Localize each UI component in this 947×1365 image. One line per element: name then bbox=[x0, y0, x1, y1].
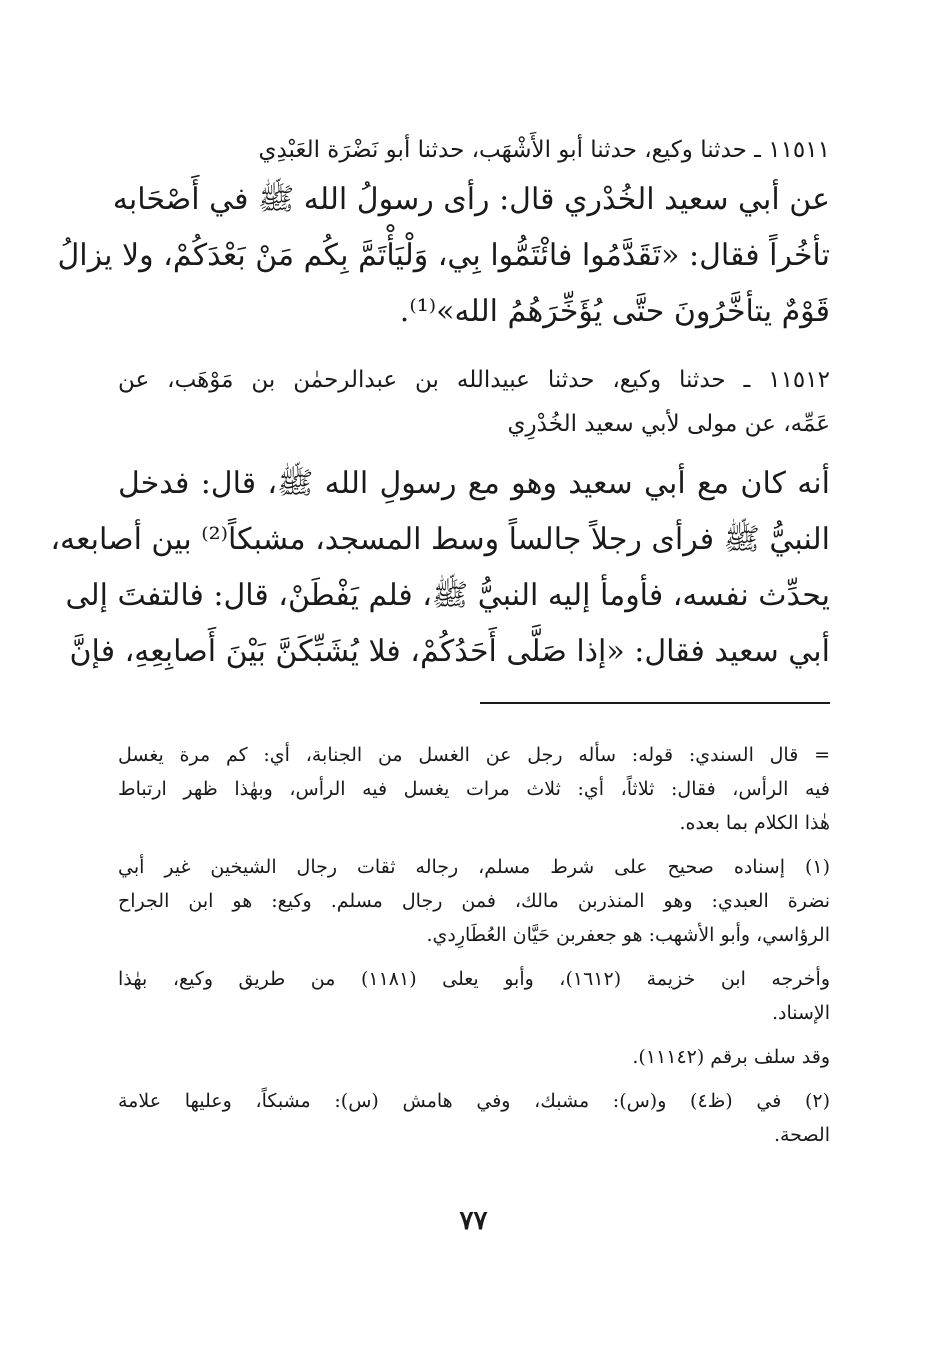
hadith-11511-chain bbox=[118, 128, 830, 172]
footnote-line: (٢) في (ظ٤) و(س): مشبك، وفي هامش (س): مشبكاً، وعليها علامة bbox=[118, 1090, 830, 1112]
footnote-line: = قال السندي: قوله: سأله رجل عن الغسل من الجنابة، أي: كم مرة يغسل bbox=[118, 744, 830, 766]
footnote-line: الصحة. bbox=[773, 1124, 830, 1146]
footnote-line: الإسناد. bbox=[771, 1002, 830, 1024]
page-number: ٧٧ bbox=[459, 1206, 488, 1236]
footnote-separator-wrap bbox=[118, 680, 830, 728]
footnote-line: فيه الرأس، فقال: ثلاثاً، أي: ثلاث مرات يغسل فيه الرأس، وبهٰذا ظهر ارتباط bbox=[118, 778, 830, 800]
text-line: النبيُّ ﷺ فرأى رجلاً جالساً وسط المسجد، مشبكاً⁽²⁾ بين أصابعه، bbox=[50, 522, 830, 557]
footnote-line: (١) إسناده صحيح على شرط مسلم، رجاله ثقات رجال الشيخين غير أبي bbox=[118, 856, 830, 878]
footnote-line: نضرة العبدي: وهو المنذربن مالك، فمن رجال مسلم. وكيع: هو ابن الجراح bbox=[118, 890, 830, 912]
text-line: تأخُراً فقال: «تَقَدَّمُوا فائْتَمُّوا بِي، وَلْيَأْتَمَّ بِكُم مَنْ بَعْدَكُمْ، ولا يزالُ bbox=[57, 238, 830, 273]
text-line: قَوْمٌ يتأخَّرُونَ حتَّى يُؤَخِّرَهُمُ الله»⁽¹⁾. bbox=[399, 294, 830, 329]
text-line: عن أبي سعيد الخُدْري قال: رأى رسولُ الله ﷺ في أَصْحَابه bbox=[112, 182, 830, 217]
hadith-11511-text bbox=[57, 172, 830, 340]
text-line: أبي سعيد فقال: «إذا صَلَّى أَحَدُكُمْ، فلا يُشَبِّكَنَّ بَيْنَ أَصابِعِهِ، فإنَّ bbox=[69, 634, 830, 669]
footnote-1 bbox=[118, 850, 830, 952]
chain-line: ١١٥١٢ ـ حدثنا وكيع، حدثنا عبيدالله بن عبدالرحمٰن بن مَوْهَب، عن bbox=[118, 367, 830, 393]
chain-line: عَمِّه، عن مولى لأبي سعيد الخُدْرِي bbox=[507, 411, 830, 437]
footnote-separator bbox=[480, 702, 830, 704]
page-body bbox=[50, 128, 830, 1152]
footnote-line: وقد سلف برقم (١١١٤٢). bbox=[632, 1046, 830, 1068]
text-line: أنه كان مع أبي سعيد وهو مع رسولِ الله ﷺ، قال: فدخل bbox=[118, 466, 830, 501]
hadith-11512-chain bbox=[118, 358, 830, 446]
hadith-11512-text bbox=[50, 456, 830, 680]
footnote-line: هٰذا الكلام بما بعده. bbox=[679, 812, 830, 834]
footnote-line: الرؤاسي، وأبو الأشهب: هو جعفربن حَيَّان العُطَارِدي. bbox=[426, 924, 830, 946]
footnotes bbox=[118, 738, 830, 1152]
footnote-1-crossref bbox=[118, 1040, 830, 1074]
footnote-1-takhrij bbox=[118, 962, 830, 1030]
footnote-continued bbox=[118, 738, 830, 840]
footnote-line: وأخرجه ابن خزيمة (١٦١٢)، وأبو يعلى (١١٨١) من طريق وكيع، بهٰذا bbox=[118, 968, 830, 990]
footnote-2 bbox=[118, 1084, 830, 1152]
chain-line: ١١٥١١ ـ حدثنا وكيع، حدثنا أبو الأَشْهَب، حدثنا أبو نَضْرَة العَبْدِي bbox=[258, 137, 830, 163]
text-line: يحدِّث نفسه، فأومأ إليه النبيُّ ﷺ، فلم يَفْطَنْ، قال: فالتفتَ إلى bbox=[65, 578, 830, 613]
